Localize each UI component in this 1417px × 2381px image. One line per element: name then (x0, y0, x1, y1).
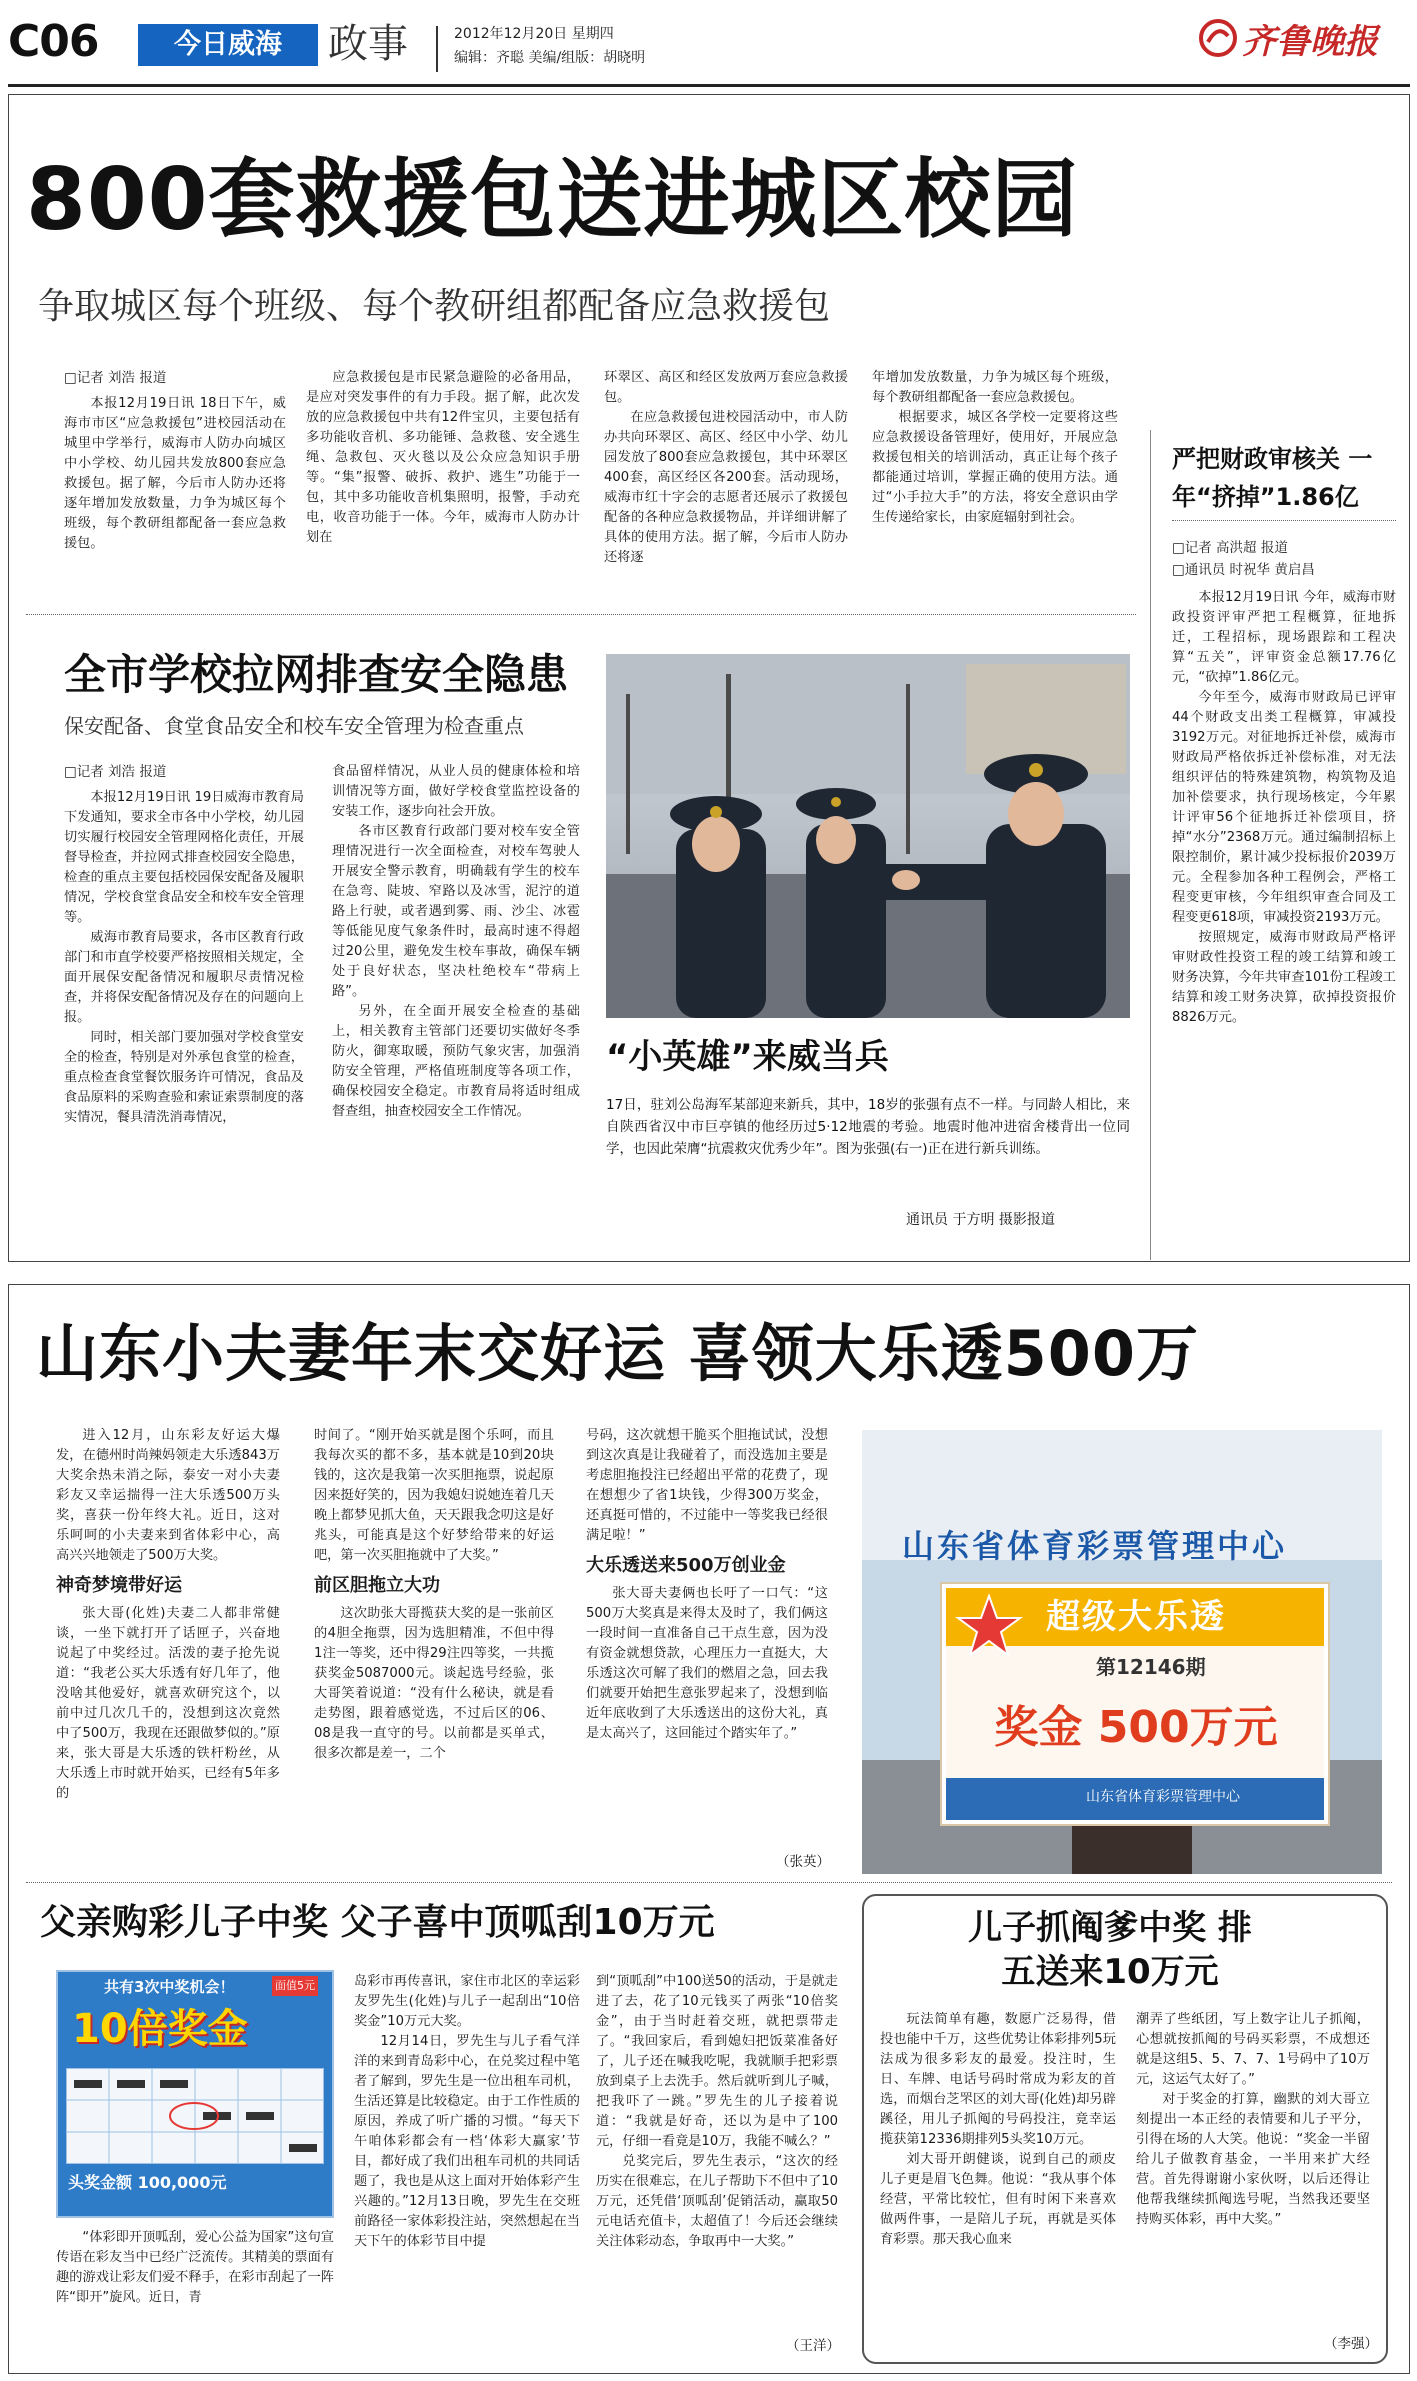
a4-para: 进入12月，山东彩友好运大爆发，在德州时尚辣妈领走大乐透843万大奖余热未消之际，泰安一对小夫妻彩友又幸运揣得一注大乐透500万头奖，喜获一份年终大礼。近日，这对乐呵呵的小夫妻来到省体彩中心，高高兴兴地领走了500万大奖。 (56, 1428, 280, 1563)
a2-para: 各市区教育行政部门要对校车安全管理情况进行一次全面检查，对校车驾驶人开展安全警示教育，明确载有学生的校车在急弯、陡坡、窄路以及冰雪，泥泞的道路上行驶，或者遇到雾、雨、沙尘、冰雹等低能见度气象条件时，最高时速不得超过20公里，避免发生校车事故，确保车辆处于良好状态，坚决杜绝校车“带病上路”。 (332, 824, 580, 999)
a3-byline: □通讯员 时祝华 黄启昌 (1172, 562, 1315, 578)
a6-para: 潮弄了些纸团，写上数字让儿子抓阄，心想就按抓阄的号码买彩票，不成想还就是这组5、5、7、7、1号码中了10万元，这运气太好了。” (1136, 2012, 1370, 2087)
a1-subtitle: 争取城区每个班级、每个教研组都配备应急救援包 (38, 286, 831, 327)
a4-para: 时间了。“刚开始买就是图个乐呵，而且我每次买的都不多，基本就是10到20块钱的，这次是我第一次买胆拖票，说起原因来挺好笑的，因为我媳妇说她连着几天晚上都梦见抓大鱼，天天跟我念叨这是好兆头，可能真是这个好梦给带来的好运吧，第一次买胆拖就中了大奖。” (314, 1428, 554, 1563)
lottery-award-photo (862, 1430, 1382, 1874)
page-code: C06 (8, 16, 99, 67)
a4-para: 这次助张大哥揽获大奖的是一张前区的4胆全拖票，因为选胆精准，不但中得1注一等奖，还中得29注四等奖，一共揽获奖金5087000元。谈起选号经验，张大哥笑着说道：“没有什么秘诀，就是看走势图，跟着感觉选，不过后区的06、08是我一直守的号。以前都是买单式，很多次都是差一，二个 (314, 1606, 554, 1761)
a1-para: 年增加发放数量，力争为城区每个班级，每个教研组都配备一套应急救援包。 (872, 370, 1118, 405)
masthead-logo (1198, 18, 1378, 62)
a3-para: 按照规定，威海市财政局严格评审财政性投资工程的竣工结算和竣工财务决算，今年共审查101份工程竣工结算和竣工财务决算，砍掉投资报价8826万元。 (1172, 930, 1396, 1025)
a3-headline-text: 严把财政审核关 一年“挤掉”1.86亿 (1172, 445, 1373, 511)
photo1-caption: 17日，驻刘公岛海军某部迎来新兵，其中，18岁的张强有点不一样。与同龄人相比，来自陕西省汉中市巨亭镇的他经历过5·12地震的考验。地震时他冲进宿舍楼背出一位同学，也因此荣膺“抗震救灾优秀少年”。图为张强(右一)正在进行新兵训练。 (606, 1097, 1130, 1157)
a2-col1 (64, 762, 304, 1242)
scratch-ticket-photo (56, 1970, 334, 2218)
a4-subhead: 前区胆拖立大功 (314, 1575, 440, 1596)
a2-para: 威海市教育局要求，各市区教育行政部门和市直学校要严格按照相关规定，全面开展保安配备情况和履职尽责情况检查，并将保安配备情况及存在的问题向上报。 (64, 930, 304, 1025)
a1-headline: 800套救援包送进城区校园 (26, 150, 1079, 250)
a2-headline: 全市学校拉网排查安全隐患 (64, 650, 569, 699)
a4-col2 (314, 1426, 554, 1872)
a2-byline: □记者 刘浩 报道 (64, 764, 167, 780)
header-rule (8, 84, 1410, 87)
prize-amount: 奖金 500万元 (994, 1702, 1278, 1753)
a2-subtitle: 保安配备、食堂食品安全和校车安全管理为检查重点 (64, 714, 524, 738)
a1-para: 应急救援包是市民紧急避险的必备用品，是应对突发事件的有力手段。据了解，此次发放的应急救援包中共有12件宝贝，主要包括有多功能收音机、多功能锤、急救毯、安全逃生绳、急救包、灭火毯以及公众应急知识手册等。“集”报警、破拆、救护、逃生”功能于一包，其中多功能收音机集照明，报警，手动充电，收音功能于一体。今年，威海市人防办计划在 (306, 370, 580, 545)
a3-headline (1172, 440, 1396, 521)
a5-para: 岛彩市再传喜讯，家住市北区的幸运彩友罗先生(化姓)与儿子一起刮出“10倍奖金”10万元大奖。 (354, 1974, 580, 2029)
a2-para: 另外，在全面开展安全检查的基础上，相关教育主管部门还要切实做好冬季防火，御寒取暖，预防气象灾害，加强消防安全管理，严格值班制度等各项工作，确保校园安全稳定。市教育局将适时组成督查组，抽查校园安全工作情况。 (332, 1004, 580, 1119)
a4-para: 张大哥夫妻俩也长吁了一口气：“这500万大奖真是来得太及时了，我们俩这一段时间一直准备自己干点生意，因为没有资金就想贷款，心理压力一直挺大，大乐透这次可解了我们的燃眉之急，回去我们就要开始把生意张罗起来了，没想到临近年底收到了大乐透送出的这份大礼，真是太高兴了，这回能过个踏实年了。” (586, 1586, 828, 1741)
a6-col1 (880, 2010, 1116, 2350)
a6-headline: 儿子抓阄爹中奖 排五送来10万元 (968, 1908, 1252, 1992)
header-divider (436, 26, 438, 72)
a1-para: 本报12月19日讯 18日下午，威海市市区“应急救援包”进校园活动在城里中学举行，威海市人防办向城区中小学校、幼儿园共发放800套应急救援包。据了解，今后市人防办还将逐年增加发放数量，力争为城区每个班级，每个教研组都配备一套应急救援包。 (64, 396, 286, 551)
a6-credit: （李强） (1324, 2336, 1378, 2352)
a5-col3 (596, 1972, 838, 2334)
ticket-top: 共有3次中奖机会！ (104, 1978, 235, 1996)
masthead-title: 齐鲁晚报 (1242, 21, 1378, 62)
a3-para: 今年至今，威海市财政局已评审44个财政支出类工程概算，审减投3192万元。对征地拆迁补偿，威海市财政局严格依拆迁补偿标准，对无法组织评估的特殊建筑物，构筑物及追加补偿要求，执行现场核定，今年累计评审56个征地拆迁补偿项目，挤掉“水分”2368万元。通过编制招标上限控制价，累计减少投标报价2039万元。全程参加各种工程例会，严格工程变更审核，今年组织审查合同及工程变更618项，审减投资2193万元。 (1172, 690, 1396, 925)
photo1-credit: 通讯员 于方明 摄影报道 (906, 1212, 1055, 1228)
soldiers-photo-illustration (606, 654, 1130, 1018)
a4-credit: （张英） (776, 1854, 830, 1870)
prize-board (942, 1584, 1328, 1824)
a4-bottom-rule (26, 1882, 1392, 1883)
lottery-star-icon (954, 1592, 1024, 1662)
a6-col2 (1136, 2010, 1370, 2330)
a3-col (1172, 538, 1396, 1250)
a5-para: “体彩即开顶呱刮，爱心公益为国家”这句宣传语在彩友当中已经广泛流传。其精美的票面有趣的游戏让彩友们爱不释手，在彩市刮起了一阵阵“即开”旋风。近日，青 (56, 2230, 334, 2305)
a1-col4 (872, 368, 1118, 608)
editors: 编辑：齐聪 美编/组版：胡晓明 (454, 50, 646, 66)
a1-bottom-rule (26, 614, 1136, 615)
a5-para: 兑奖完后，罗先生表示，“这次的经历实在很难忘，在儿子帮助下不但中了10万元，还凭借‘顶呱刮’促销活动，赢取50元电话充值卡，太超值了！今后还会继续关注体彩动态，争取再中一大奖。” (596, 2154, 838, 2249)
ticket-brand: 10倍奖金 (72, 2006, 248, 2052)
a6-para: 玩法简单有趣，数愿广泛易得，借投也能中千万，这些优势让体彩排列5玩法成为很多彩友的最爱。投注时，生日、车牌、电话号码时常成为彩友的首选，而烟台芝罘区的刘大哥(化姓)却另辟蹊径，用儿子抓阄的号码投注，竟幸运揽获第12336期排列5头奖10万元。 (880, 2012, 1116, 2147)
right-column-divider (1150, 430, 1151, 1260)
a2-para: 食品留样情况，从业人员的健康体检和培训情况等方面，做好学校食堂监控设备的安装工作，逐步向社会开放。 (332, 764, 580, 819)
a4-col1 (56, 1426, 280, 1872)
a2-para: 同时，相关部门要加强对学校食堂安全的检查，特别是对外承包食堂的检查，重点检查食堂餐饮服务许可情况，食品及食品原料的采购查验和索证索票制度的落实情况，餐具清洗消毒情况， (64, 1030, 304, 1125)
a4-para: 张大哥(化姓)夫妻二人都非常健谈，一坐下就打开了话匣子，兴奋地说起了中奖经过。活泼的妻子抢先说道：“我老公买大乐透有好几年了，他没啥其他爱好，就喜欢研究这个，以前中过几次几千的，没想到这次竟然中了500万，我现在还跟做梦似的。”原来，张大哥是大乐透的铁杆粉丝，从大乐透上市时就开始买，已经有5年多的 (56, 1606, 280, 1801)
a1-para: 环翠区、高区和经区发放两万套应急救援包。 (604, 370, 848, 405)
a5-para: 到“顶呱刮”中100送50的活动，于是就走进了去，花了10元钱买了两张“10倍奖金”，由于当时赶着交班，就把票带走了。“我回家后，看到媳妇把饭菜准备好了，儿子还在喊我吃呢，我就顺手把彩票放到桌子上去洗手。然后就听到儿子喊，把我吓了一跳。”罗先生的儿子接着说道：“我就是好奇，还以为是中了100元，仔细一看竟是10万，我能不喊么？” (596, 1974, 838, 2149)
section-tag: 今日威海 (138, 24, 318, 66)
a5-col1 (56, 2228, 334, 2358)
a1-col3 (604, 368, 848, 608)
prize-issue: 第12146期 (1096, 1655, 1206, 1679)
ticket-tag: 面值5元 (272, 1976, 318, 1996)
lottery-center-sign: 山东省体育彩票管理中心 (902, 1527, 1288, 1565)
a6-para: 对于奖金的打算，幽默的刘大哥立刻提出一本正经的表情要和儿子平分，引得在场的人大笑。他说：“奖金一半留给儿子做教育基金，一半用来扩大经营。首先得谢谢小家伙呀，以后还得让他帮我继续抓阄选号呢，当然我还要坚持购买体彩，再中大奖。” (1136, 2092, 1370, 2227)
a1-para: 根据要求，城区各学校一定要将这些应急救援设备管理好，使用好，开展应急救援包相关的培训活动，真正让每个孩子都能通过培训，掌握正确的使用方法。通过“小手拉大手”的方法，将安全意识由学生传递给家长，由家庭辐射到社会。 (872, 410, 1118, 525)
a1-para: 在应急救援包进校园活动中，市人防办共向环翠区、高区、经区中小学、幼儿园发放了800套应急救援包，其中环翠区400套，高区经区各200套。活动现场，威海市红十字会的志愿者还展示了救援包配备的各种应急救援物品，并详细讲解了具体的使用方法。据了解，今后市人防办还将逐 (604, 410, 848, 565)
a6-para: 刘大哥开朗健谈，说到自己的顽皮儿子更是眉飞色舞。他说：“我从事个体经营，平常比较忙，但有时闲下来喜欢做两件事，一是陪儿子玩，再就是买体育彩票。那天我心血来 (880, 2152, 1116, 2247)
a1-col2 (306, 368, 580, 608)
a5-para: 12月14日，罗先生与儿子看气洋洋的来到青岛彩中心，在兑奖过程中笔者了解到，罗先生是一位出租车司机，生活还算是比较稳定。由于工作性质的原因，养成了听广播的习惯。“每天下午咱体彩都会有一档‘体彩大赢家’节目，都好成了我们出租车司机的共同话题了，我也是从这上面对开始体彩产生兴趣的。”12月13日晚，罗先生在交班前路径一家体彩投注站，突然想起在当天下午的体彩节目中提 (354, 2034, 580, 2249)
column-name: 政事 (328, 21, 408, 67)
a2-para: 本报12月19日讯 19日威海市教育局下发通知，要求全市各中小学校，幼儿园切实履行校园安全管理网格化责任，开展督导检查，并拉网式排查校园安全隐患，检查的重点主要包括校园保安配备及履职情况，学校食堂食品安全和校车安全管理等。 (64, 790, 304, 925)
a1-col1 (64, 368, 286, 608)
a4-col3 (586, 1426, 828, 1852)
a4-headline: 山东小夫妻年末交好运 喜领大乐透500万 (36, 1317, 1200, 1390)
a1-byline: □记者 刘浩 报道 (64, 370, 167, 386)
a3-para: 本报12月19日讯 今年，威海市财政投资评审严把工程概算，征地拆迁，工程招标，现场跟踪和工程决算“五关”，评审资金总额17.76亿元，“砍掉”1.86亿元。 (1172, 590, 1396, 685)
prize-footer-text: 山东省体育彩票管理中心 (1086, 1789, 1240, 1805)
ticket-grid-cells (66, 2068, 324, 2164)
a2-col2 (332, 762, 580, 1242)
prize-brand: 超级大乐透 (1046, 1597, 1226, 1637)
soldiers-photo (606, 654, 1130, 1018)
a4-subhead: 大乐透送来500万创业金 (586, 1555, 786, 1576)
a5-credit: （王洋） (786, 2338, 840, 2354)
a4-para: 号码，这次就想干脆买个胆拖试试，没想到这次真是让我碰着了，而没选加主要是考虑胆拖投注已经超出平常的花费了，现在想想少了省1块钱，少得300万奖金，还真挺可惜的，不过能中一等奖我已经很满足啦！” (586, 1428, 828, 1543)
a5-col2 (354, 1972, 580, 2358)
a5-headline: 父亲购彩儿子中奖 父子喜中顶呱刮10万元 (40, 1902, 715, 1943)
ticket-prize: 头奖金额 100,000元 (68, 2173, 227, 2192)
a3-byline: □记者 高洪超 报道 (1172, 540, 1288, 556)
logo-emblem-icon (1198, 18, 1238, 58)
photo1-title: “小英雄”来威当兵 (606, 1037, 889, 1077)
a4-subhead: 神奇梦境带好运 (56, 1575, 182, 1596)
issue-date: 2012年12月20日 星期四 (454, 26, 614, 42)
